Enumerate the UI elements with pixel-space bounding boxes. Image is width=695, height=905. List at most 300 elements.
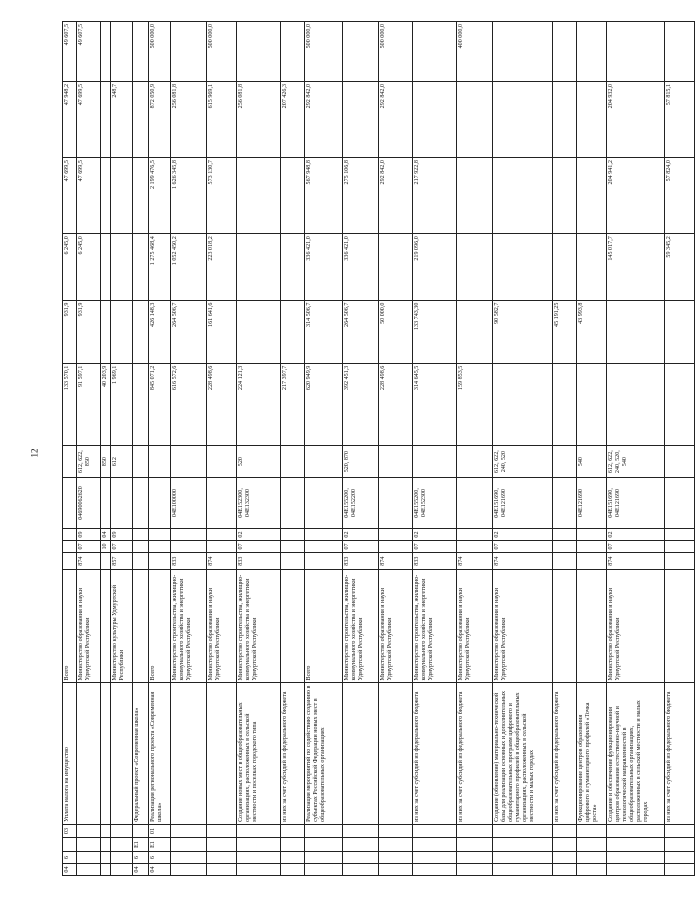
- table-row: [281, 22, 305, 876]
- cell-vr: [171, 446, 207, 478]
- cell-pp: [305, 852, 343, 864]
- cell-y2023: 256 081,8: [171, 81, 207, 157]
- cell-y2021: 145 017,7: [607, 234, 665, 300]
- cell-y2020: 45 191,25: [553, 300, 577, 363]
- cell-gp: [457, 864, 493, 876]
- cell-osn: [101, 837, 111, 851]
- cell-vr: [207, 446, 237, 478]
- cell-y2021: 1 052 450,2: [171, 234, 207, 300]
- cell-y2023: 872 050,9: [149, 81, 171, 157]
- cell-name: [171, 683, 207, 824]
- cell-name: [379, 683, 413, 824]
- cell-csr: [63, 477, 77, 528]
- cell-y2021: [281, 234, 305, 300]
- cell-vr: 520: [237, 446, 281, 478]
- cell-y2023: 292 842,0: [305, 81, 343, 157]
- table-row: [665, 22, 695, 876]
- cell-y2022: 2 199 476,5: [149, 158, 171, 234]
- cell-y2023: 207 426,3: [281, 81, 305, 157]
- cell-pp: [111, 852, 133, 864]
- table-row: [553, 22, 577, 876]
- table-row: [457, 22, 493, 876]
- cell-executor: [281, 570, 305, 683]
- cell-executor: Всего: [305, 570, 343, 683]
- cell-y2020: 43 993,8: [577, 300, 607, 363]
- cell-y2020: 90 582,7: [493, 300, 553, 363]
- cell-y2024: [493, 22, 553, 82]
- cell-vr: [413, 446, 457, 478]
- cell-y2020: 50 000,0: [379, 300, 413, 363]
- cell-y2022: 567 948,8: [305, 158, 343, 234]
- cell-pp: [379, 852, 413, 864]
- cell-mer: [665, 824, 695, 837]
- cell-y2019: [577, 363, 607, 446]
- table-row: [237, 22, 281, 876]
- cell-y2020: 931,9: [63, 300, 77, 363]
- cell-rz: 07: [493, 540, 553, 552]
- cell-y2024: [665, 22, 695, 82]
- cell-y2023: 47 948,2: [63, 81, 77, 157]
- cell-gp: [281, 864, 305, 876]
- cell-mer: [607, 824, 665, 837]
- cell-y2022: 292 842,0: [379, 158, 413, 234]
- table-row: [63, 22, 77, 876]
- cell-y2021: 336 421,0: [343, 234, 379, 300]
- cell-executor: Министерство строительства, жилищно-коммунального хозяйства и энергетики Удмуртской Республики: [413, 570, 457, 683]
- budget-table: [62, 21, 695, 876]
- cell-vr: 850: [101, 446, 111, 478]
- cell-y2020: 264 506,7: [343, 300, 379, 363]
- cell-gp: [207, 864, 237, 876]
- cell-mer: [111, 824, 133, 837]
- cell-y2023: 292 842,0: [379, 81, 413, 157]
- cell-y2021: [133, 234, 149, 300]
- cell-y2022: 47 699,5: [77, 158, 101, 234]
- table-row: [379, 22, 413, 876]
- cell-pp: [101, 852, 111, 864]
- cell-gp: [607, 864, 665, 876]
- cell-csr: 04E100000: [171, 477, 207, 528]
- cell-name: Создание (обновление) материально-технической базы для реализации основных и дополнительных общеобразовательных программ цифрового и гуманитарного профилей в общеобразовательных организациях, расположенных в сельской местности и малых городах: [493, 683, 553, 824]
- cell-y2019: 224 121,3: [237, 363, 281, 446]
- cell-y2020: 264 506,7: [171, 300, 207, 363]
- cell-name: Реализация регионального проекта «Современная школа»: [149, 683, 171, 824]
- cell-rz: [379, 540, 413, 552]
- cell-rz: [305, 540, 343, 552]
- cell-grbs: [101, 552, 111, 569]
- cell-mer: [305, 824, 343, 837]
- cell-osn: [111, 837, 133, 851]
- cell-pp: 6: [63, 852, 77, 864]
- cell-y2023: [553, 81, 577, 157]
- cell-y2020: 426 148,3: [149, 300, 171, 363]
- cell-osn: [281, 837, 305, 851]
- cell-pr: [207, 529, 237, 541]
- cell-pr: 04: [101, 529, 111, 541]
- cell-y2019: [553, 363, 577, 446]
- cell-pr: [457, 529, 493, 541]
- cell-pp: 6: [133, 852, 149, 864]
- cell-pp: [207, 852, 237, 864]
- cell-name: Создание и обеспечение функционирования центров образования естественно-научной и технологической направленностей в общеобразовательных организациях, расположенных в сельской местности и малых городах: [607, 683, 665, 824]
- cell-osn: [171, 837, 207, 851]
- cell-osn: [207, 837, 237, 851]
- cell-executor: [577, 570, 607, 683]
- cell-gp: [237, 864, 281, 876]
- cell-mer: [237, 824, 281, 837]
- cell-y2024: [281, 22, 305, 82]
- cell-gp: 04: [63, 864, 77, 876]
- cell-csr: [457, 477, 493, 528]
- cell-y2024: [343, 22, 379, 82]
- cell-pr: [665, 529, 695, 541]
- cell-y2020: [281, 300, 305, 363]
- cell-y2023: [413, 81, 457, 157]
- cell-grbs: 833: [171, 552, 207, 569]
- cell-pp: [281, 852, 305, 864]
- cell-y2024: [237, 22, 281, 82]
- table-row: [149, 22, 171, 876]
- cell-executor: [665, 570, 695, 683]
- page-number: 12: [29, 448, 40, 458]
- cell-grbs: 833: [413, 552, 457, 569]
- cell-pp: 6: [149, 852, 171, 864]
- cell-y2022: [133, 158, 149, 234]
- cell-csr: [665, 477, 695, 528]
- cell-y2024: 400 000,0: [457, 22, 493, 82]
- cell-y2020: [133, 300, 149, 363]
- cell-grbs: 857: [111, 552, 133, 569]
- cell-name: [77, 683, 101, 824]
- cell-rz: [577, 540, 607, 552]
- cell-pp: [665, 852, 695, 864]
- cell-pr: 02: [413, 529, 457, 541]
- cell-mer: [493, 824, 553, 837]
- cell-csr: 04E152300, 04E132300: [237, 477, 281, 528]
- cell-grbs: [665, 552, 695, 569]
- cell-rz: 07: [343, 540, 379, 552]
- cell-gp: [379, 864, 413, 876]
- cell-executor: Министерство культуры Удмуртской Республики: [111, 570, 133, 683]
- cell-y2019: 40 203,9: [101, 363, 111, 446]
- cell-pr: [281, 529, 305, 541]
- cell-pr: 02: [493, 529, 553, 541]
- cell-rz: [171, 540, 207, 552]
- cell-pr: [379, 529, 413, 541]
- cell-osn: [607, 837, 665, 851]
- cell-mer: 01: [149, 824, 171, 837]
- cell-y2022: 275 106,8: [343, 158, 379, 234]
- cell-mer: [171, 824, 207, 837]
- cell-executor: Министерство образования и науки Удмуртской Республики: [607, 570, 665, 683]
- cell-rz: [281, 540, 305, 552]
- cell-pp: [171, 852, 207, 864]
- cell-y2023: 47 699,5: [77, 81, 101, 157]
- cell-y2023: 248,7: [111, 81, 133, 157]
- cell-executor: [133, 570, 149, 683]
- cell-y2022: 57 824,0: [665, 158, 695, 234]
- cell-rz: [63, 540, 77, 552]
- cell-y2021: [493, 234, 553, 300]
- cell-rz: 07: [607, 540, 665, 552]
- cell-rz: [457, 540, 493, 552]
- cell-y2020: [457, 300, 493, 363]
- cell-name: [111, 683, 133, 824]
- cell-osn: [665, 837, 695, 851]
- cell-grbs: 874: [493, 552, 553, 569]
- cell-y2023: [133, 81, 149, 157]
- cell-y2019: [607, 363, 665, 446]
- cell-gp: [577, 864, 607, 876]
- cell-grbs: 833: [343, 552, 379, 569]
- cell-vr: [665, 446, 695, 478]
- cell-mer: 03: [63, 824, 77, 837]
- cell-rz: 07: [237, 540, 281, 552]
- cell-osn: E1: [149, 837, 171, 851]
- cell-grbs: 874: [207, 552, 237, 569]
- cell-pr: [133, 529, 149, 541]
- cell-name: из них за счет субсидий из федерального бюджета: [413, 683, 457, 824]
- cell-name: Создание новых мест в общеобразовательных организациях, расположенных в сельской местности и поселках городского типа: [237, 683, 281, 824]
- cell-executor: [101, 570, 111, 683]
- cell-y2019: [493, 363, 553, 446]
- cell-grbs: 833: [237, 552, 281, 569]
- cell-name: из них за счет субсидий из федерального бюджета: [665, 683, 695, 824]
- cell-y2022: [111, 158, 133, 234]
- table-row: [493, 22, 553, 876]
- cell-gp: [553, 864, 577, 876]
- cell-vr: 540: [577, 446, 607, 478]
- cell-name: [207, 683, 237, 824]
- cell-pp: [77, 852, 101, 864]
- cell-csr: [305, 477, 343, 528]
- cell-gp: [111, 864, 133, 876]
- cell-csr: [379, 477, 413, 528]
- cell-grbs: 874: [607, 552, 665, 569]
- cell-csr: 04E151690, 04E121690: [493, 477, 553, 528]
- cell-y2024: 500 000,0: [305, 22, 343, 82]
- cell-vr: [379, 446, 413, 478]
- cell-pr: 02: [237, 529, 281, 541]
- cell-y2020: [111, 300, 133, 363]
- cell-y2023: [493, 81, 553, 157]
- cell-mer: [457, 824, 493, 837]
- cell-y2021: [101, 234, 111, 300]
- table-row: [171, 22, 207, 876]
- cell-name: [343, 683, 379, 824]
- cell-executor: Министерство строительства, жилищно-коммунального хозяйства и энергетики Удмуртской Республики: [343, 570, 379, 683]
- cell-y2021: 1 275 468,4: [149, 234, 171, 300]
- cell-grbs: 874: [77, 552, 101, 569]
- cell-pp: [607, 852, 665, 864]
- cell-pp: [413, 852, 457, 864]
- cell-osn: [305, 837, 343, 851]
- table-row: [111, 22, 133, 876]
- cell-name: [101, 683, 111, 824]
- cell-executor: Всего: [149, 570, 171, 683]
- cell-y2020: 314 506,7: [305, 300, 343, 363]
- cell-rz: 07: [77, 540, 101, 552]
- cell-executor: Министерство образования и науки Удмуртской Республики: [207, 570, 237, 683]
- cell-gp: [171, 864, 207, 876]
- cell-y2023: 57 815,1: [665, 81, 695, 157]
- cell-csr: [133, 477, 149, 528]
- cell-y2023: [101, 81, 111, 157]
- cell-mer: [577, 824, 607, 837]
- cell-name: из них за счет субсидий из федерального бюджета: [457, 683, 493, 824]
- cell-pr: [171, 529, 207, 541]
- cell-y2019: 392 451,3: [343, 363, 379, 446]
- cell-pr: [63, 529, 77, 541]
- cell-pr: 09: [77, 529, 101, 541]
- cell-y2020: 931,9: [77, 300, 101, 363]
- cell-rz: 07: [111, 540, 133, 552]
- cell-y2024: [133, 22, 149, 82]
- cell-csr: 04E151690, 04E121690: [607, 477, 665, 528]
- cell-rz: [149, 540, 171, 552]
- cell-y2021: 336 421,0: [305, 234, 343, 300]
- cell-y2022: 1 626 345,8: [171, 158, 207, 234]
- cell-csr: 04E121690: [577, 477, 607, 528]
- table-row: [101, 22, 111, 876]
- table-row: [133, 22, 149, 876]
- cell-csr: 04690062620: [77, 477, 101, 528]
- cell-gp: [101, 864, 111, 876]
- cell-rz: 07: [413, 540, 457, 552]
- cell-y2022: [553, 158, 577, 234]
- cell-rz: [207, 540, 237, 552]
- cell-y2024: [577, 22, 607, 82]
- cell-mer: [343, 824, 379, 837]
- table-row: [607, 22, 665, 876]
- cell-y2019: 616 572,6: [171, 363, 207, 446]
- cell-executor: Министерство строительства, жилищно-коммунального хозяйства и энергетики Удмуртской Республики: [237, 570, 281, 683]
- cell-mer: [413, 824, 457, 837]
- cell-osn: [457, 837, 493, 851]
- cell-y2022: 47 699,5: [63, 158, 77, 234]
- cell-csr: [207, 477, 237, 528]
- cell-pr: [577, 529, 607, 541]
- cell-y2019: 159 853,5: [457, 363, 493, 446]
- cell-y2019: 845 071,2: [149, 363, 171, 446]
- cell-gp: 04: [149, 864, 171, 876]
- cell-y2022: [577, 158, 607, 234]
- cell-osn: [553, 837, 577, 851]
- cell-y2023: [343, 81, 379, 157]
- cell-name: Федеральный проект «Современная школа»: [133, 683, 149, 824]
- cell-gp: [665, 864, 695, 876]
- cell-mer: [207, 824, 237, 837]
- cell-osn: [413, 837, 457, 851]
- cell-grbs: [281, 552, 305, 569]
- cell-vr: [281, 446, 305, 478]
- cell-rz: [553, 540, 577, 552]
- cell-gp: [77, 864, 101, 876]
- cell-vr: 612, 622, 240, 520, 540: [607, 446, 665, 478]
- cell-grbs: 874: [457, 552, 493, 569]
- cell-executor: Министерство образования и науки Удмуртской Республики: [457, 570, 493, 683]
- cell-y2021: 6 245,0: [63, 234, 77, 300]
- cell-rz: [133, 540, 149, 552]
- cell-gp: [493, 864, 553, 876]
- cell-y2020: [607, 300, 665, 363]
- cell-y2021: 223 018,2: [207, 234, 237, 300]
- cell-y2023: 204 932,0: [607, 81, 665, 157]
- cell-name: из них за счет субсидий из федерального бюджета: [281, 683, 305, 824]
- cell-y2024: 500 000,0: [149, 22, 171, 82]
- cell-y2023: 615 969,1: [207, 81, 237, 157]
- cell-grbs: [305, 552, 343, 569]
- cell-pr: [305, 529, 343, 541]
- cell-vr: [305, 446, 343, 478]
- cell-y2024: 500 000,0: [207, 22, 237, 82]
- cell-grbs: [63, 552, 77, 569]
- cell-y2022: [101, 158, 111, 234]
- cell-vr: [553, 446, 577, 478]
- cell-osn: [77, 837, 101, 851]
- cell-osn: [237, 837, 281, 851]
- cell-y2020: 133 743,30: [413, 300, 457, 363]
- cell-mer: [77, 824, 101, 837]
- cell-vr: [457, 446, 493, 478]
- cell-y2022: [281, 158, 305, 234]
- cell-y2021: [577, 234, 607, 300]
- cell-y2021: 59 345,2: [665, 234, 695, 300]
- cell-name: Реализация мероприятий по содействию созданию в субъектах Российской Федерации новых мест в общеобразовательных организациях: [305, 683, 343, 824]
- cell-executor: Всего: [63, 570, 77, 683]
- cell-executor: Министерство образования и науки Удмуртской Республики: [77, 570, 101, 683]
- cell-y2024: [101, 22, 111, 82]
- cell-y2021: [379, 234, 413, 300]
- cell-y2019: 228 498,6: [207, 363, 237, 446]
- cell-gp: 04: [133, 864, 149, 876]
- cell-gp: [413, 864, 457, 876]
- cell-y2024: [553, 22, 577, 82]
- cell-y2020: [101, 300, 111, 363]
- cell-y2024: [171, 22, 207, 82]
- cell-y2024: 500 000,0: [379, 22, 413, 82]
- cell-pp: [237, 852, 281, 864]
- cell-vr: 612: [111, 446, 133, 478]
- cell-osn: E1: [133, 837, 149, 851]
- cell-mer: [101, 824, 111, 837]
- cell-csr: [111, 477, 133, 528]
- cell-executor: Министерство строительства, жилищно-коммунального хозяйства и энергетики Удмуртской Республики: [171, 570, 207, 683]
- cell-y2019: 217 397,7: [281, 363, 305, 446]
- cell-pr: 02: [607, 529, 665, 541]
- cell-y2019: 133 570,1: [63, 363, 77, 446]
- cell-y2024: 49 607,5: [77, 22, 101, 82]
- cell-pp: [553, 852, 577, 864]
- cell-csr: [553, 477, 577, 528]
- cell-y2022: 573 130,7: [207, 158, 237, 234]
- cell-executor: [553, 570, 577, 683]
- cell-y2024: [607, 22, 665, 82]
- table-row: [577, 22, 607, 876]
- cell-gp: [343, 864, 379, 876]
- cell-y2019: 620 949,9: [305, 363, 343, 446]
- cell-y2021: 219 096,0: [413, 234, 457, 300]
- cell-mer: [553, 824, 577, 837]
- cell-vr: 612, 622, 850: [77, 446, 101, 478]
- cell-name: из них за счет субсидий из федерального бюджета: [553, 683, 577, 824]
- cell-y2021: [111, 234, 133, 300]
- cell-csr: [101, 477, 111, 528]
- cell-pp: [493, 852, 553, 864]
- cell-y2019: 314 645,5: [413, 363, 457, 446]
- cell-gp: [305, 864, 343, 876]
- cell-y2023: [457, 81, 493, 157]
